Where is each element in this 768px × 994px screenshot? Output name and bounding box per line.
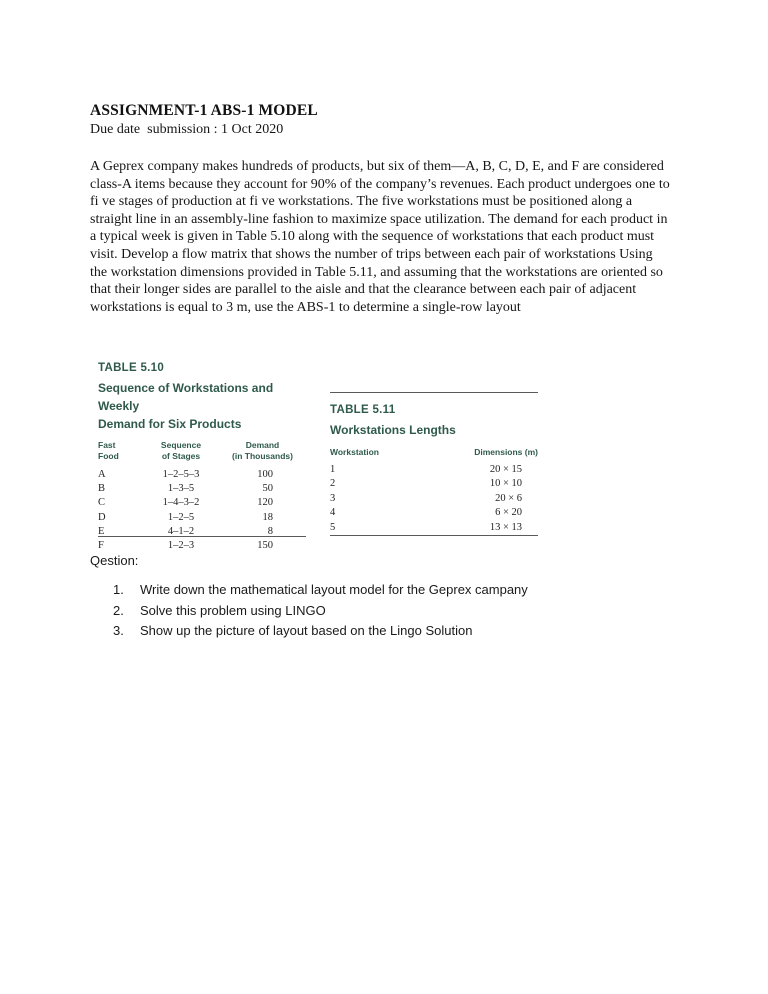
header-fast-food: Fast Food (98, 440, 119, 461)
table-5-10 (98, 362, 306, 554)
table-5-10-subtitle-line2: Demand for Six Products (98, 417, 242, 431)
page-title: ASSIGNMENT-1 ABS-1 MODEL (90, 102, 318, 119)
list-item-number: 3. (113, 623, 124, 639)
problem-statement-paragraph: A Geprex company makes hundreds of products, but six of them—A, B, C, D, E, and F are considered class-A items because they account for 90% of the company’s revenues. Each product undergoes one to fi ve stages of production at fi ve workstations. The five workstations must be positioned along a straight line in an assembly-line fashion to maximize space utilization. The demand for each product in a typical week is given in Table 5.10 along with the sequence of workstations that each product must visit. Develop a flow matrix that shows the number of trips between each pair of workstations Using the workstation dimensions provided in Table 5.11, and assuming that the workstations are oriented so that their longer sides are parallel to the aisle and that the clearance between each pair of adjacent workstations is equal to 3 m, use the ABS-1 to determine a single-row layout (90, 159, 670, 315)
table-5-10-subtitle (98, 379, 306, 433)
table-5-11-bottom-rule (330, 535, 538, 536)
list-item (90, 623, 528, 644)
list-item-number: 2. (113, 602, 124, 618)
table-row: 5 13 × 13 (330, 521, 522, 533)
table-row: 2 10 × 10 (330, 478, 522, 490)
table-row: B 1–3–5 50 (98, 483, 273, 495)
table-5-11-header-row (330, 447, 538, 458)
questions-list (90, 582, 528, 644)
list-item-text: Write down the mathematical layout model for the Geprex campany (140, 582, 528, 597)
header-sequence-of-stages: Sequence of Stages (160, 440, 202, 461)
table-5-11-label: TABLE 5.11 (330, 404, 396, 416)
table-row: A 1–2–5–3 100 (98, 469, 273, 480)
due-date-line: Due date submission : 1 Oct 2020 (90, 122, 284, 137)
list-item-text: Show up the picture of layout based on the Lingo Solution (140, 623, 473, 639)
table-row: D 1–2–5 18 (98, 511, 273, 523)
table-row: F 1–2–3 150 (98, 539, 273, 551)
list-item (90, 603, 528, 624)
table-row: E 4–1–2 8 (98, 525, 273, 537)
list-item-number: 1. (113, 582, 124, 597)
table-5-10-subtitle-line1: Sequence of Workstations and Weekly (98, 381, 274, 413)
list-item-text: Solve this problem using LINGO (140, 602, 326, 618)
table-row: 1 20 × 15 (330, 464, 522, 475)
table-row: 4 6 × 20 (330, 507, 522, 519)
questions-heading: Qestion: (90, 553, 139, 568)
table-5-10-bottom-rule (98, 536, 306, 537)
header-demand-thousands: Demand (in Thousands) (232, 440, 293, 461)
table-5-11-body (330, 464, 538, 536)
table-5-11 (330, 392, 538, 536)
table-row: C 1–4–3–2 120 (98, 497, 273, 509)
table-5-10-label: TABLE 5.10 (98, 362, 165, 374)
table-5-10-header-row (98, 440, 306, 462)
table-5-11-subtitle: Workstations Lengths (330, 423, 456, 437)
table-5-10-body (98, 469, 306, 554)
header-dimensions: Dimensions (m) (474, 447, 538, 457)
list-item (90, 582, 528, 603)
questions-section (90, 553, 528, 644)
table-row: 3 20 × 6 (330, 492, 522, 504)
header-workstation: Workstation (330, 447, 379, 457)
